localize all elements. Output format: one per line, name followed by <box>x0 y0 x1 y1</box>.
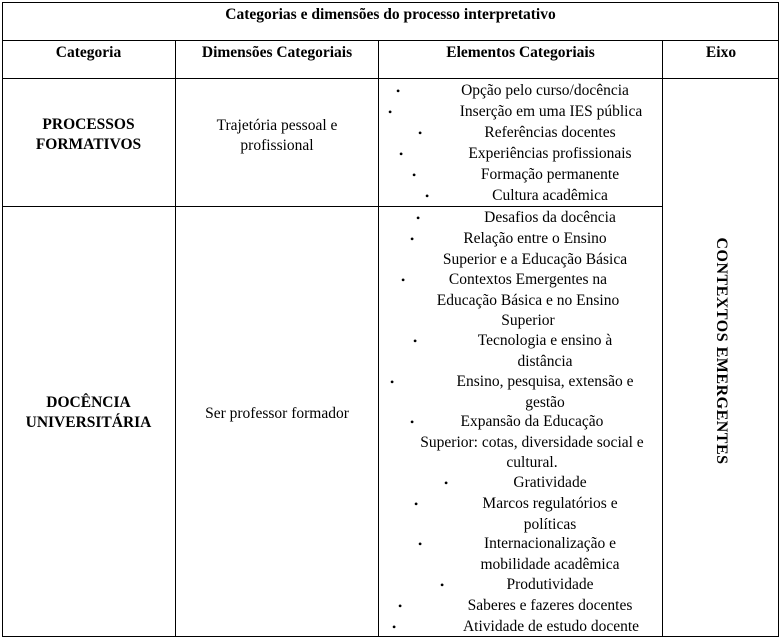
dimension-trajetoria <box>176 116 378 156</box>
list-item: Saberes e fazeres docentes <box>467 597 633 614</box>
bullet-icon: • <box>444 476 449 490</box>
bullet-icon: • <box>412 168 417 182</box>
list-item <box>400 229 670 270</box>
bullet-icon: • <box>418 537 423 551</box>
eixo-contextos-emergentes: CONTEXTOS EMERGENTES <box>713 237 730 465</box>
bullet-icon: • <box>401 273 406 287</box>
bullet-icon: • <box>416 211 421 225</box>
list-item: Formação permanente <box>480 166 620 183</box>
bullet-icon: • <box>425 189 430 203</box>
list-item-line: Superior: cotas, diversidade social e <box>420 433 644 451</box>
list-item <box>400 372 690 413</box>
table-title: Categorias e dimensões do processo interpretativo <box>225 6 556 23</box>
header-categoria: Categoria <box>55 44 122 61</box>
list-item-line: Marcos regulatórios e <box>482 495 618 512</box>
list-item: Cultura acadêmica <box>492 187 608 204</box>
list-item: Inserção em uma IES pública <box>459 103 643 120</box>
bullet-icon: • <box>398 599 403 613</box>
list-item: Desafios da docência <box>484 209 616 226</box>
list-item: Produtividade <box>506 576 594 593</box>
header-eixo: Eixo <box>705 44 737 61</box>
category-docencia-universitaria <box>2 393 175 433</box>
list-item-line: Contextos Emergentes na <box>448 271 608 288</box>
list-item <box>425 534 675 575</box>
dimension-line: profissional <box>240 137 314 154</box>
list-item: Referências docentes <box>484 124 616 141</box>
column-divider-2 <box>378 40 379 637</box>
list-item-line: Ensino, pesquisa, extensão e <box>456 373 634 390</box>
category-line: PROCESSOS <box>42 116 135 133</box>
list-item <box>388 412 676 474</box>
bullet-icon: • <box>388 105 393 119</box>
list-item-line: Expansão da Educação <box>460 413 604 430</box>
category-line: UNIVERSITÁRIA <box>25 414 152 431</box>
list-item <box>430 494 670 535</box>
category-line: DOCÊNCIA <box>46 394 131 411</box>
list-item-line: distância <box>517 352 573 370</box>
list-item: Opção pelo curso/docência <box>461 82 629 99</box>
list-item-line: Relação entre o Ensino <box>463 230 607 247</box>
bullet-icon: • <box>399 147 404 161</box>
list-item-line: Tecnologia e ensino à <box>477 332 613 349</box>
list-item: Gratividade <box>513 474 587 491</box>
list-item-line: gestão <box>525 393 565 411</box>
bullet-icon: • <box>392 620 397 634</box>
bullet-icon: • <box>440 578 445 592</box>
list-item-line: Educação Básica e no Ensino <box>436 291 620 309</box>
list-item-line: Superior e a Educação Básica <box>442 250 628 268</box>
list-item-line: Internacionalização e <box>483 535 617 552</box>
bullet-icon: • <box>396 84 401 98</box>
list-item-line: Superior <box>501 312 555 329</box>
bullet-icon: • <box>390 375 395 389</box>
header-dimensoes: Dimensões Categoriais <box>201 44 353 61</box>
category-processos-formativos <box>2 115 175 155</box>
bullet-icon: • <box>413 334 418 348</box>
category-line: FORMATIVOS <box>35 136 142 153</box>
list-item-line: cultural. <box>506 454 558 471</box>
list-item <box>420 331 670 372</box>
list-item-line: mobilidade acadêmica <box>480 555 620 573</box>
bullet-icon: • <box>418 126 423 140</box>
list-item-line: políticas <box>523 515 577 533</box>
list-item: Experiências profissionais <box>468 145 632 162</box>
list-item <box>393 270 663 332</box>
header-elementos: Elementos Categoriais <box>446 44 595 61</box>
dimension-line: Trajetória pessoal e <box>216 117 338 134</box>
dimension-ser-professor: Ser professor formador <box>205 405 349 422</box>
bullet-icon: • <box>414 497 419 511</box>
bullet-icon: • <box>410 415 415 429</box>
bullet-icon: • <box>410 232 415 246</box>
list-item: Atividade de estudo docente <box>462 618 640 635</box>
